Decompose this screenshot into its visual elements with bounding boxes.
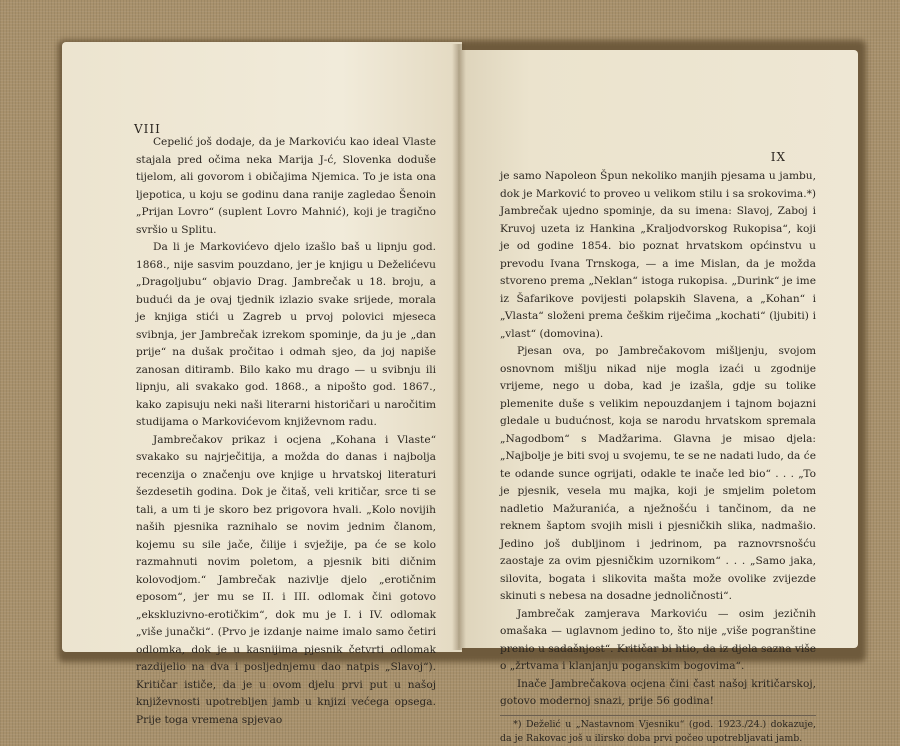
paragraph: Pjesan ova, po Jambrečakovom mišljenju, svojom osnovnom mišlju nikad nije mogla izaći u zgodnije vrijeme, nego u doba, kad je izašla, gdje su tolike plemenite duše s velikim nepouzdanjem i tajnom bojazni gledale u budućnost, koja se narodu hrvatskom spremala „Nagodbom“ s Madžarima. Glavna je misao djela: „Najbolje je biti svoj u svojemu, te se ne nadati ludo, da će te odande sunce ogrijati, odakle te inače led bio“ . . . „To je pjesnik, vesela mu majka, koji je smjelim poletom nadletio Mažuranića, a nježnošću i tančinom, da ne reknem šaptom svojih misli i pjesničkih slika, nadmašio. Jedino još dubljinom i jedrinom, pa raznovrsnošću zaostaje za ovim pjesničkim uzornikom“ . . . „Samo jaka, silovita, bogata i slikovita mašta može ovolike zvijezde skinuti s nebesa na dosadne jednoličnosti“. <box>500 345 816 602</box>
right-page-text <box>500 168 816 711</box>
paragraph: je samo Napoleon Špun nekoliko manjih pjesama u jambu, dok je Marković to proveo u velikom stilu i sa srokovima.*) Jambrečak ujedno spominje, da su imena: Slavoj, Zaboj i Kruvoj uzeta iz Hankina „Kraljodvorskog Rukopisa“, koji je od godine 1854. bio poznat hrvatskom općinstvu u prevodu Ivana Trnskoga, — a ime Mislan, da je možda stvoreno prema „Neklan“ istoga rukopisa. „Durink“ je ime iz Šafarikove povijesti polapskih Slavena, a „Kohan“ i „Vlasta“ složeni prema češkim riječima „kochati“ (ljubiti) i „vlast“ (domovina). <box>500 170 816 340</box>
paragraph: Inače Jambrečakova ocjena čini čast našoj kritičarskoj, gotovo modernoj snazi, prije 56 godina! <box>500 677 816 707</box>
footnote-text: *) Deželić u „Nastavnom Vjesniku“ (god. 1923./24.) dokazuje, da je Rakovac još u ilirsko doba prvi počeo upotrebljavati jamb. <box>500 718 816 744</box>
paragraph: Jambrečakov prikaz i ocjena „Kohana i Vlaste“ svakako su najrječitija, a možda do danas i najbolja recenzija o značenju ove knjige u hrvatskoj literaturi šezdesetih godina. Dok je čitaš, veli kritičar, srce ti se tali, a um ti je skoro bez prigovora hvali. „Kolo novijih naših pjesnika raznihalo se novim jednim članom, kojemu su sile jače, čilije i svježije, pa će se kolo razmahnuti novim poletom, a pjesnik biti dičnim kolovodjom.“ Jambrečak nazivlje djelo „erotičnim eposom“, jer mu se II. i III. odlomak čini gotovo „ekskluzivno-erotičkim“, dok mu je I. i IV. odlomak „više junački“. (Prvo je izdanje naime imalo samo četiri odlomka, dok je u kasnijima pjesnik četvrti odlomak razdijelio na dva i posljednjemu dao natpis „Slavoj“). Kritičar ističe, da je u ovom djelu prvi put u našoj književnosti upotrebljen jamb u knjizi većega opsega. Prije toga vremena spjevao <box>136 433 436 726</box>
footnote <box>500 715 816 746</box>
left-page <box>62 42 462 726</box>
page-number-right: IX <box>770 150 786 164</box>
paragraph: Jambrečak zamjerava Markoviću — osim jezičnih omašaka — uglavnom jedino to, što nije „više pogranštine prenio u sadašnjost“. Kritičar bi htio, da iz djela sazna više o „žrtvama i klanjanju poganskim bogovima“. <box>500 607 816 672</box>
paragraph: Cepelić još dodaje, da je Markoviću kao ideal Vlaste stajala pred očima neka Marija J-ć, Slovenka doduše tijelom, ali govorom i običajima Njemica. To je ista ona ljepotica, u koju se godinu dana ranije zagledao Šenoin „Prijan Lovro“ (suplent Lovro Mahnić), koji je tragično svršio u Splitu. <box>136 136 436 236</box>
left-page-text <box>136 134 436 729</box>
book-gutter <box>452 44 466 650</box>
paragraph: Da li je Markovićevo djelo izašlo baš u lipnju god. 1868., nije sasvim pouzdano, jer je knjigu u Deželićevu „Dragoljubu“ objavio Drag. Jambrečak u 18. broju, a budući da je ovaj tjednik izlazio svake srijede, morala je knjiga stići u Zagreb u prvoj polovici mjeseca svibnja, jer Jambrečak izrekom spominje, da ju je „dan prije“ na dušak pročitao i odmah sjeo, da joj napiše zanosan ditiramb. Bilo kako mu drago — u svibnju ili lipnju, ali svakako god. 1868., a nipošto god. 1867., kako zapisuju neki naši literarni historičari u naročitim studijama o Markovićevom književnom radu. <box>136 241 436 428</box>
right-page <box>458 50 858 744</box>
page-number-left: VIII <box>134 122 161 136</box>
